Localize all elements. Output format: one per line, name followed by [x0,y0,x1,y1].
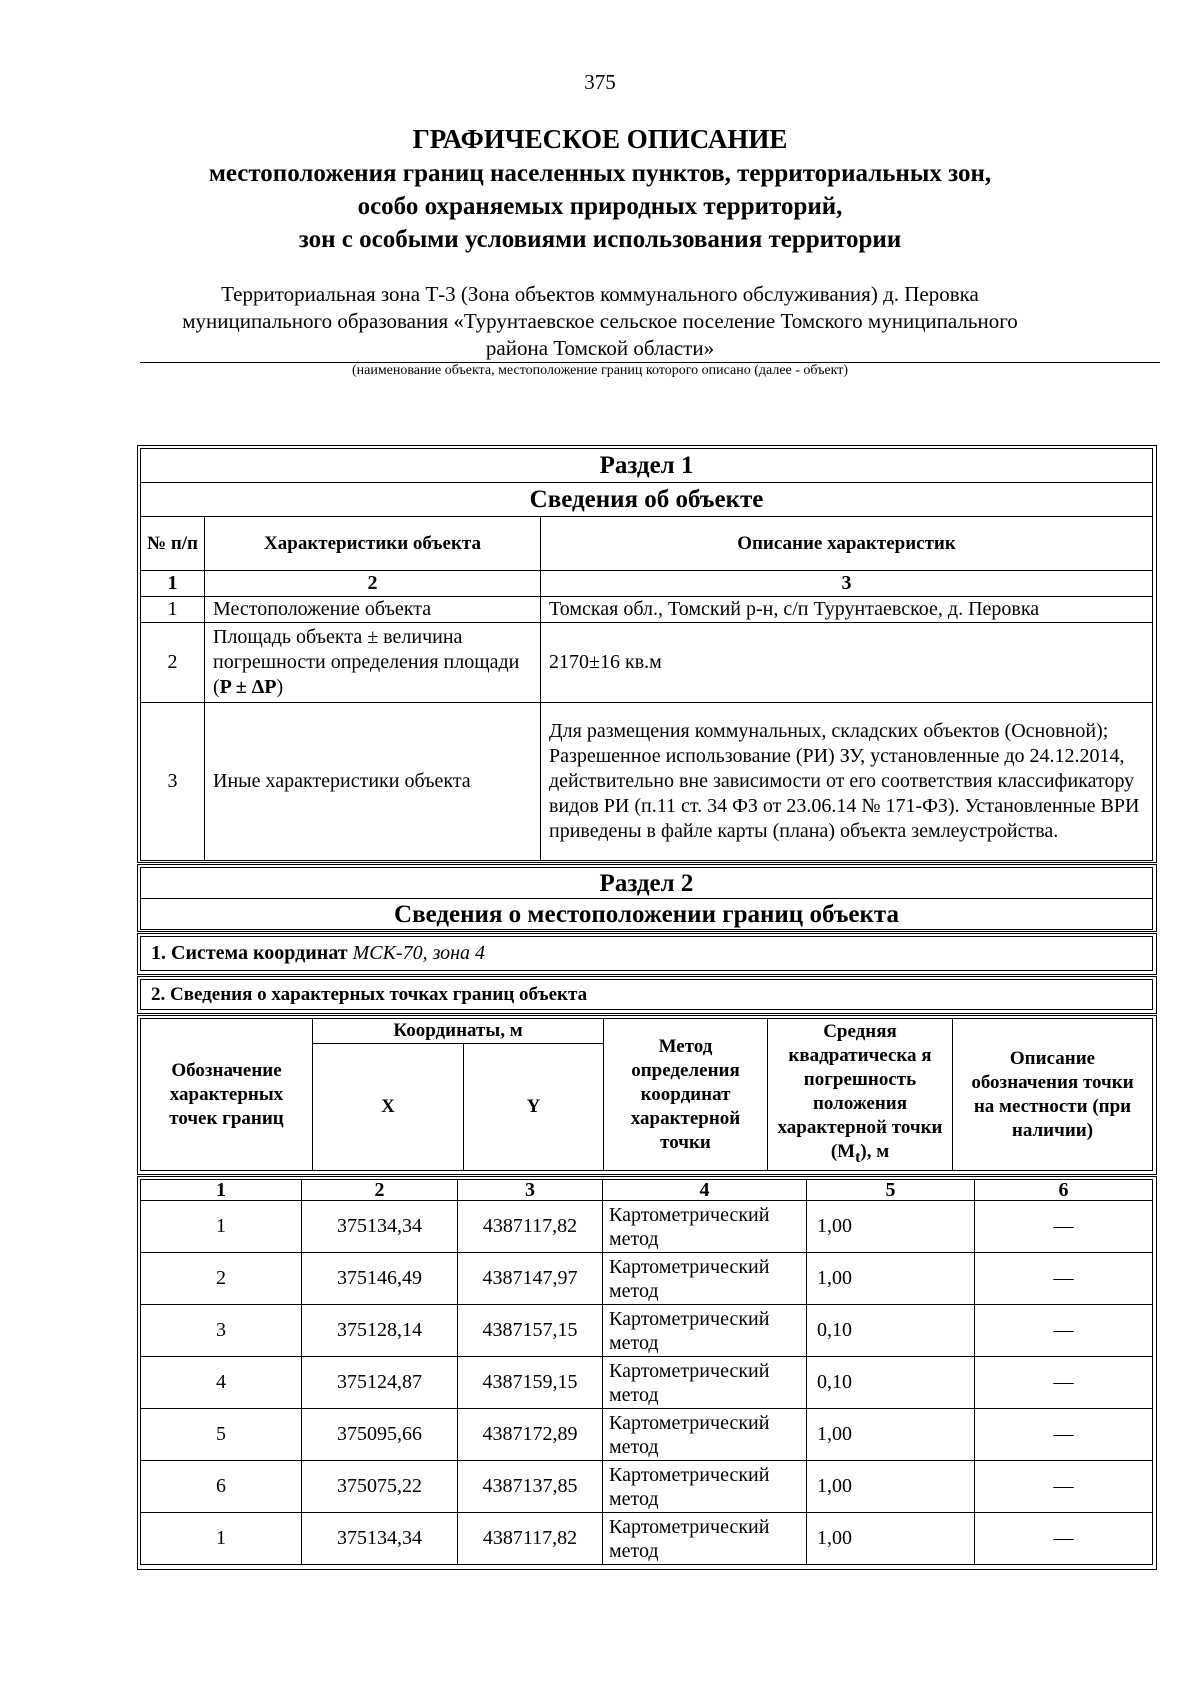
header-error [768,1019,953,1171]
column-number-4: 4 [603,1180,807,1201]
object-name-line-1: Территориальная зона Т-3 (Зона объектов коммунального обслуживания) д. Перовка [221,282,979,306]
document-subtitle-line-2: особо охраняемых природных территорий, [357,193,843,220]
document-title: ГРАФИЧЕСКОЕ ОПИСАНИЕ [412,124,788,154]
header-error-suffix: ), м [860,1140,890,1162]
point-y: 4387159,15 [458,1357,603,1409]
table-row [141,597,1153,623]
point-description: — [975,1201,1153,1253]
point-method: Картометрический метод [603,1305,807,1357]
document-subtitle-line-3: зон с особыми условиями использования территории [298,226,902,253]
header-error-subscript: t [855,1148,861,1166]
section2-title: Раздел 2 [141,868,1153,899]
point-method: Картометрический метод [603,1357,807,1409]
section2-subtitle: Сведения о местоположении границ объекта [141,899,1153,930]
point-y: 4387137,85 [458,1461,603,1513]
coord-system-table [140,936,1153,971]
area-formula: P ± ΔP [219,676,277,698]
point-id: 6 [141,1461,302,1513]
table-row [141,1201,1153,1253]
column-number-3: 3 [541,571,1153,597]
point-error: 1,00 [807,1253,975,1305]
characteristic-value: Для размещения коммунальных, складских объектов (Основной); Разрешенное использование (РИ) ЗУ, установленные до 24.12.2014, действительно вне зависимости от его соответствия классификатору видов РИ (п.11 ст. 34 ФЗ от 23.06.14 № 171-ФЗ). Установленные ВРИ приведены в файле карты (плана) объекта землеустройства. [541,703,1153,861]
characteristic-name: Иные характеристики объекта [205,703,541,861]
point-description: — [975,1253,1153,1305]
point-x: 375128,14 [302,1305,458,1357]
characteristic-name: Местоположение объекта [205,597,541,623]
point-error: 0,10 [807,1305,975,1357]
header-coordinates: Координаты, м [313,1019,604,1044]
points-label-table [140,979,1153,1010]
header-characteristics: Характеристики объекта [205,517,541,571]
point-description: — [975,1409,1153,1461]
table-row [141,1513,1153,1565]
point-id: 3 [141,1305,302,1357]
table-row [141,1253,1153,1305]
point-id: 2 [141,1253,302,1305]
column-number-5: 5 [807,1180,975,1201]
header-x: X [313,1044,464,1171]
point-x: 375134,34 [302,1513,458,1565]
point-y: 4387117,82 [458,1201,603,1253]
header-point-description: Описание обозначения точки на местности (при наличии) [953,1019,1153,1171]
point-y: 4387157,15 [458,1305,603,1357]
coord-system-label: 1. Система координат [151,942,348,964]
point-error: 0,10 [807,1357,975,1409]
column-number-1: 1 [141,1180,302,1201]
object-name-caption: (наименование объекта, местоположение границ которого описано (далее - объект) [351,363,849,378]
point-error: 1,00 [807,1513,975,1565]
point-y: 4387172,89 [458,1409,603,1461]
column-number-2: 2 [302,1180,458,1201]
header-designation: Обозначение характерных точек границ [141,1019,313,1171]
points-body [141,1201,1153,1565]
point-id: 1 [141,1201,302,1253]
point-description: — [975,1357,1153,1409]
table-row [141,623,1153,703]
column-number-2: 2 [205,571,541,597]
object-name-line-3: района Томской области» [485,336,715,360]
characteristic-value: Томская обл., Томский р-н, с/п Турунтаевское, д. Перовка [541,597,1153,623]
point-method: Картометрический метод [603,1461,807,1513]
object-name-line-2: муниципального образования «Турунтаевское сельское поселение Томского муниципального [182,309,1018,333]
row-number: 2 [141,623,205,703]
point-y: 4387147,97 [458,1253,603,1305]
point-method: Картометрический метод [603,1409,807,1461]
point-x: 375124,87 [302,1357,458,1409]
point-method: Картометрический метод [603,1513,807,1565]
coord-system-value: МСК-70, зона 4 [352,942,486,964]
point-error: 1,00 [807,1461,975,1513]
table-row [141,1409,1153,1461]
column-number-3: 3 [458,1180,603,1201]
point-method: Картометрический метод [603,1253,807,1305]
point-description: — [975,1461,1153,1513]
point-error: 1,00 [807,1409,975,1461]
characteristic-value: 2170±16 кв.м [541,623,1153,703]
document-subtitle-line-1: местоположения границ населенных пунктов, территориальных зон, [208,160,992,187]
point-x: 375095,66 [302,1409,458,1461]
characteristic-name-suffix: ) [276,676,284,698]
header-method: Метод определения координат характерной точки [604,1019,768,1171]
column-number-1: 1 [141,571,205,597]
header-number: № п/п [141,517,205,571]
section1-table [140,448,1153,861]
point-description: — [975,1513,1153,1565]
coord-system-row [141,937,1153,971]
table-row [141,1357,1153,1409]
point-id: 1 [141,1513,302,1565]
section1-title: Раздел 1 [141,449,1153,483]
table-row [141,1305,1153,1357]
point-x: 375146,49 [302,1253,458,1305]
characteristic-name-text: Площадь объекта ± величина погрешности определения площади ( [213,626,520,698]
point-error: 1,00 [807,1201,975,1253]
point-id: 4 [141,1357,302,1409]
header-y: Y [464,1044,604,1171]
points-table [140,1179,1153,1565]
point-method: Картометрический метод [603,1201,807,1253]
point-x: 375134,34 [302,1201,458,1253]
row-number: 1 [141,597,205,623]
header-description: Описание характеристик [541,517,1153,571]
page-number: 375 [584,70,616,94]
header-error-text: Средняя квадратическа я погрешность положения характерной точки (M [777,1020,943,1162]
section1-subtitle: Сведения об объекте [141,483,1153,517]
column-number-6: 6 [975,1180,1153,1201]
row-number: 3 [141,703,205,861]
point-id: 5 [141,1409,302,1461]
table-row [141,703,1153,861]
points-label: 2. Сведения о характерных точках границ объекта [141,980,1153,1010]
table-row [141,1461,1153,1513]
point-y: 4387117,82 [458,1513,603,1565]
point-description: — [975,1305,1153,1357]
section2-title-table [140,867,1153,930]
characteristic-name [205,623,541,703]
points-header-table [140,1018,1153,1171]
point-x: 375075,22 [302,1461,458,1513]
